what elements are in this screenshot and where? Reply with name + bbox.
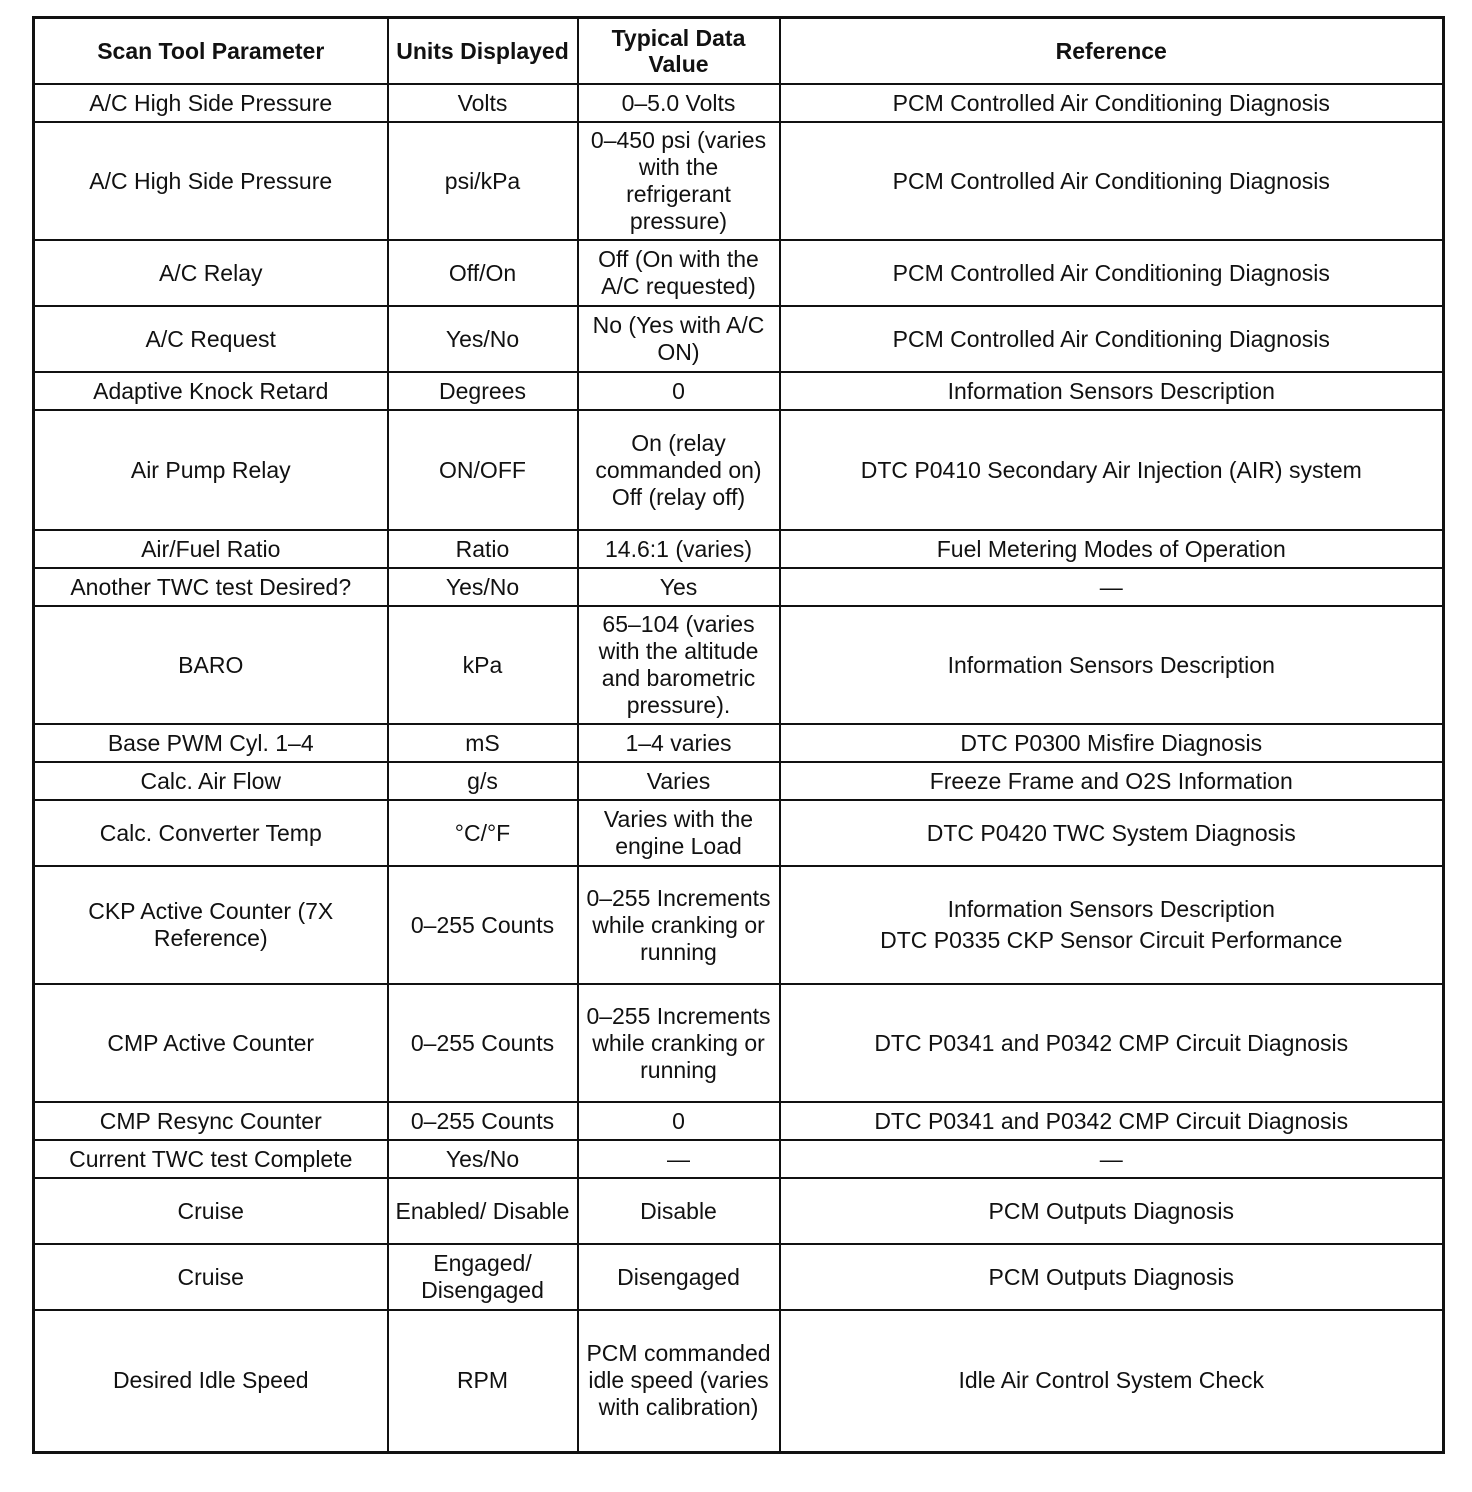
reference-cell: — [780, 1140, 1444, 1178]
header-row [34, 18, 1444, 85]
parameter-cell: A/C Request [34, 306, 388, 372]
table-row [34, 724, 1444, 762]
typical-value-cell: On (relay commanded on) Off (relay off) [578, 410, 780, 530]
reference-cell: — [780, 568, 1444, 606]
typical-value-cell: Yes [578, 568, 780, 606]
units-cell: °C/°F [388, 800, 578, 866]
parameter-cell: A/C High Side Pressure [34, 84, 388, 122]
typical-value-cell: 1–4 varies [578, 724, 780, 762]
units-cell: Yes/No [388, 568, 578, 606]
reference-line: DTC P0335 CKP Sensor Circuit Performance [880, 927, 1343, 953]
scan-tool-data-sheet [32, 16, 1442, 1454]
units-cell: 0–255 Counts [388, 984, 578, 1102]
parameter-cell: Cruise [34, 1244, 388, 1310]
table-row [34, 1310, 1444, 1452]
typical-value-cell: Varies [578, 762, 780, 800]
typical-value-cell: Varies with the engine Load [578, 800, 780, 866]
reference-cell: DTC P0300 Misfire Diagnosis [780, 724, 1444, 762]
typical-value-cell: PCM commanded idle speed (varies with calibration) [578, 1310, 780, 1452]
units-cell: 0–255 Counts [388, 1102, 578, 1140]
units-cell: Enabled/ Disable [388, 1178, 578, 1244]
table-row [34, 1178, 1444, 1244]
table-row [34, 866, 1444, 984]
parameter-cell: Calc. Air Flow [34, 762, 388, 800]
reference-cell: Information Sensors Description [780, 606, 1444, 724]
parameter-cell: Desired Idle Speed [34, 1310, 388, 1452]
table-row [34, 122, 1444, 240]
typical-value-cell: Disengaged [578, 1244, 780, 1310]
header-units-displayed: Units Displayed [388, 18, 578, 85]
parameter-cell: A/C Relay [34, 240, 388, 306]
table-row [34, 984, 1444, 1102]
parameter-cell: BARO [34, 606, 388, 724]
units-cell: Yes/No [388, 306, 578, 372]
table-row [34, 762, 1444, 800]
reference-cell: Freeze Frame and O2S Information [780, 762, 1444, 800]
table-row [34, 1140, 1444, 1178]
table-row [34, 372, 1444, 410]
parameter-cell: Air/Fuel Ratio [34, 530, 388, 568]
table-row [34, 306, 1444, 372]
table-row [34, 568, 1444, 606]
typical-value-cell: 0–450 psi (varies with the refrigerant pressure) [578, 122, 780, 240]
reference-cell: PCM Controlled Air Conditioning Diagnosis [780, 240, 1444, 306]
reference-cell: Fuel Metering Modes of Operation [780, 530, 1444, 568]
reference-cell: Idle Air Control System Check [780, 1310, 1444, 1452]
reference-cell: PCM Controlled Air Conditioning Diagnosis [780, 306, 1444, 372]
table-row [34, 240, 1444, 306]
typical-value-cell: Off (On with the A/C requested) [578, 240, 780, 306]
typical-value-cell: 65–104 (varies with the altitude and barometric pressure). [578, 606, 780, 724]
reference-cell: PCM Outputs Diagnosis [780, 1244, 1444, 1310]
typical-value-cell: 0–5.0 Volts [578, 84, 780, 122]
reference-cell: DTC P0341 and P0342 CMP Circuit Diagnosis [780, 1102, 1444, 1140]
units-cell: Engaged/ Disengaged [388, 1244, 578, 1310]
reference-cell: Information Sensors Description [780, 372, 1444, 410]
table-row [34, 410, 1444, 530]
typical-value-cell: 14.6:1 (varies) [578, 530, 780, 568]
reference-cell: DTC P0341 and P0342 CMP Circuit Diagnosis [780, 984, 1444, 1102]
units-cell: Degrees [388, 372, 578, 410]
units-cell: g/s [388, 762, 578, 800]
table-row [34, 84, 1444, 122]
units-cell: RPM [388, 1310, 578, 1452]
header-scan-tool-parameter: Scan Tool Parameter [34, 18, 388, 85]
parameter-cell: CMP Active Counter [34, 984, 388, 1102]
units-cell: Yes/No [388, 1140, 578, 1178]
parameter-cell: CKP Active Counter (7X Reference) [34, 866, 388, 984]
table-row [34, 530, 1444, 568]
units-cell: psi/kPa [388, 122, 578, 240]
scan-tool-data-table [32, 16, 1445, 1454]
parameter-cell: Calc. Converter Temp [34, 800, 388, 866]
typical-value-cell: 0–255 Increments while cranking or running [578, 866, 780, 984]
typical-value-cell: Disable [578, 1178, 780, 1244]
reference-cell: DTC P0420 TWC System Diagnosis [780, 800, 1444, 866]
typical-value-cell: No (Yes with A/C ON) [578, 306, 780, 372]
parameter-cell: CMP Resync Counter [34, 1102, 388, 1140]
header-typical-data-value: Typical Data Value [578, 18, 780, 85]
parameter-cell: Cruise [34, 1178, 388, 1244]
reference-cell: PCM Controlled Air Conditioning Diagnosis [780, 84, 1444, 122]
parameter-cell: Another TWC test Desired? [34, 568, 388, 606]
parameter-cell: Air Pump Relay [34, 410, 388, 530]
reference-cell: DTC P0410 Secondary Air Injection (AIR) system [780, 410, 1444, 530]
typical-value-cell: 0–255 Increments while cranking or running [578, 984, 780, 1102]
units-cell: ON/OFF [388, 410, 578, 530]
table-row [34, 800, 1444, 866]
units-cell: 0–255 Counts [388, 866, 578, 984]
units-cell: kPa [388, 606, 578, 724]
typical-value-cell: 0 [578, 372, 780, 410]
typical-value-cell: — [578, 1140, 780, 1178]
table-row [34, 1102, 1444, 1140]
typical-value-cell: 0 [578, 1102, 780, 1140]
reference-line: Information Sensors Description [947, 896, 1275, 922]
parameter-cell: Current TWC test Complete [34, 1140, 388, 1178]
units-cell: Ratio [388, 530, 578, 568]
reference-cell: PCM Outputs Diagnosis [780, 1178, 1444, 1244]
parameter-cell: Adaptive Knock Retard [34, 372, 388, 410]
table-row [34, 606, 1444, 724]
parameter-cell: Base PWM Cyl. 1–4 [34, 724, 388, 762]
reference-cell [780, 866, 1444, 984]
units-cell: Off/On [388, 240, 578, 306]
units-cell: Volts [388, 84, 578, 122]
reference-cell: PCM Controlled Air Conditioning Diagnosis [780, 122, 1444, 240]
units-cell: mS [388, 724, 578, 762]
parameter-cell: A/C High Side Pressure [34, 122, 388, 240]
table-row [34, 1244, 1444, 1310]
header-reference: Reference [780, 18, 1444, 85]
